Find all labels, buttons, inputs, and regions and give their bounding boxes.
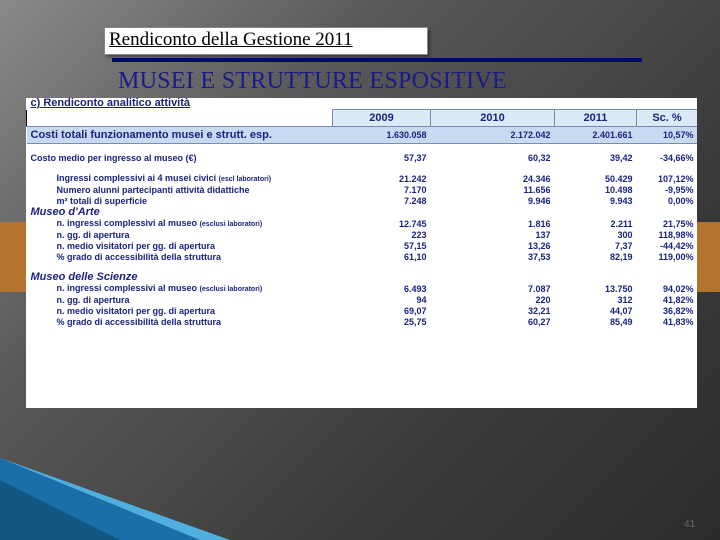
header-2011: 2011 [555,110,637,127]
table-row [27,283,698,295]
row-label: n. medio visitatori per gg. di apertura [56,241,216,251]
right-accent-bar [696,222,720,292]
slide-title-box [104,27,428,55]
costi-2011: 2.401.661 [555,127,637,144]
cell-sc: 41,82% [663,295,694,305]
decorative-shard [0,440,720,540]
cell-2009: 7.170 [403,185,427,195]
cell-sc: 41,83% [663,317,694,327]
cell-2009: 6.493 [403,283,427,294]
table-row [27,295,698,306]
cell-2011: 82,19 [609,252,633,262]
cell-2011: 85,49 [609,317,633,327]
cell-2009: 7.248 [403,196,427,206]
costi-2009: 1.630.058 [333,127,431,144]
cell-2009: 94 [416,295,427,305]
table-row [27,173,698,185]
cell-2009: 57,15 [403,241,427,251]
costo-medio-2011: 39,42 [609,153,633,163]
cell-sc: 107,12% [658,173,694,184]
cell-2011: 44,07 [609,306,633,316]
page-number: 41 [684,519,696,530]
cell-sc: -9,95% [665,185,694,195]
costo-medio-row [27,153,698,164]
cell-2010: 137 [535,230,551,240]
costo-medio-2009: 57,37 [403,153,427,163]
cell-sc: 21,75% [663,218,694,229]
row-label: n. medio visitatori per gg. di apertura [56,306,216,316]
row-label: n. gg. di apertura [56,230,130,240]
cell-2011: 7,37 [614,241,633,251]
row-label: % grado di accessibilità della struttura [56,252,222,262]
cell-sc: 94,02% [663,283,694,294]
row-note: (escl laboratori) [218,176,272,183]
section-title: c) Rendiconto analitico attività [30,98,191,109]
report-table-panel [26,98,697,408]
table-row [27,218,698,230]
table-row [27,317,698,328]
costi-label: Costi totali funzionamento musei e strutt. esp. [27,127,333,144]
cell-sc: 119,00% [658,252,694,262]
cell-2010: 7.087 [527,283,551,294]
cell-2010: 60,27 [527,317,551,327]
costo-medio-label: Costo medio per ingresso al museo (€) [30,153,197,163]
costo-medio-sc: -34,66% [660,153,694,163]
row-label: m² totali di superficie [56,196,148,206]
cell-2011: 312 [617,295,633,305]
cell-2011: 10.498 [604,185,633,195]
museo-arte-title: Museo d'Arte [30,207,100,218]
row-label: Numero alunni partecipanti attività didattiche [56,185,250,195]
cell-2011: 50.429 [604,173,633,184]
table-row [27,306,698,317]
cell-2009: 21.242 [398,173,427,184]
row-label: Ingressi complessivi ai 4 musei civici [56,173,217,183]
cell-2010: 32,21 [527,306,551,316]
header-sc: Sc. % [637,110,698,127]
cell-2011: 13.750 [604,283,633,294]
costo-medio-2010: 60,32 [527,153,551,163]
costi-2010: 2.172.042 [431,127,555,144]
cell-sc: 0,00% [668,196,694,206]
table-row [27,241,698,252]
row-note: (esclusi laboratori) [199,221,263,228]
cell-2010: 13,26 [527,241,551,251]
table-row [27,230,698,241]
costi-row [27,127,698,144]
cell-2010: 24.346 [522,173,551,184]
left-accent-bar [0,222,26,292]
museo-arte-head-row [27,207,698,218]
cell-sc: 36,82% [663,306,694,316]
cell-2010: 37,53 [527,252,551,262]
row-label: % grado di accessibilità della struttura [56,317,222,327]
cell-2009: 61,10 [403,252,427,262]
cell-2011: 2.211 [610,218,633,229]
cell-2010: 220 [535,295,551,305]
year-header-row [27,110,698,127]
row-note: (esclusi laboratori) [199,286,263,293]
cell-2011: 9.943 [609,196,633,206]
costi-sc: 10,57% [637,127,698,144]
section-title-row [27,98,698,110]
report-table [26,98,697,328]
cell-sc: 118,98% [658,230,694,240]
cell-2009: 69,07 [403,306,427,316]
museo-scienze-head-row [27,272,698,283]
row-label: n. gg. di apertura [56,295,130,305]
header-2009: 2009 [333,110,431,127]
cell-sc: -44,42% [660,241,694,251]
cell-2010: 11.656 [523,185,551,195]
table-row [27,185,698,196]
cell-2009: 223 [411,230,427,240]
title-rule [112,58,642,62]
table-row [27,252,698,263]
museo-scienze-title: Museo delle Scienze [30,272,138,283]
cell-2011: 300 [617,230,633,240]
table-row [27,196,698,207]
cell-2010: 1.816 [527,218,551,229]
slide-subtitle: MUSEI E STRUTTURE ESPOSITIVE [118,68,508,94]
cell-2010: 9.946 [527,196,551,206]
row-label: n. ingressi complessivi al museo [56,283,198,293]
cell-2009: 25,75 [403,317,427,327]
cell-2009: 12.745 [398,218,427,229]
header-2010: 2010 [431,110,555,127]
row-label: n. ingressi complessivi al museo [56,218,198,228]
slide-title: Rendiconto della Gestione 2011 [109,29,353,50]
header-blank-cell [27,110,333,127]
